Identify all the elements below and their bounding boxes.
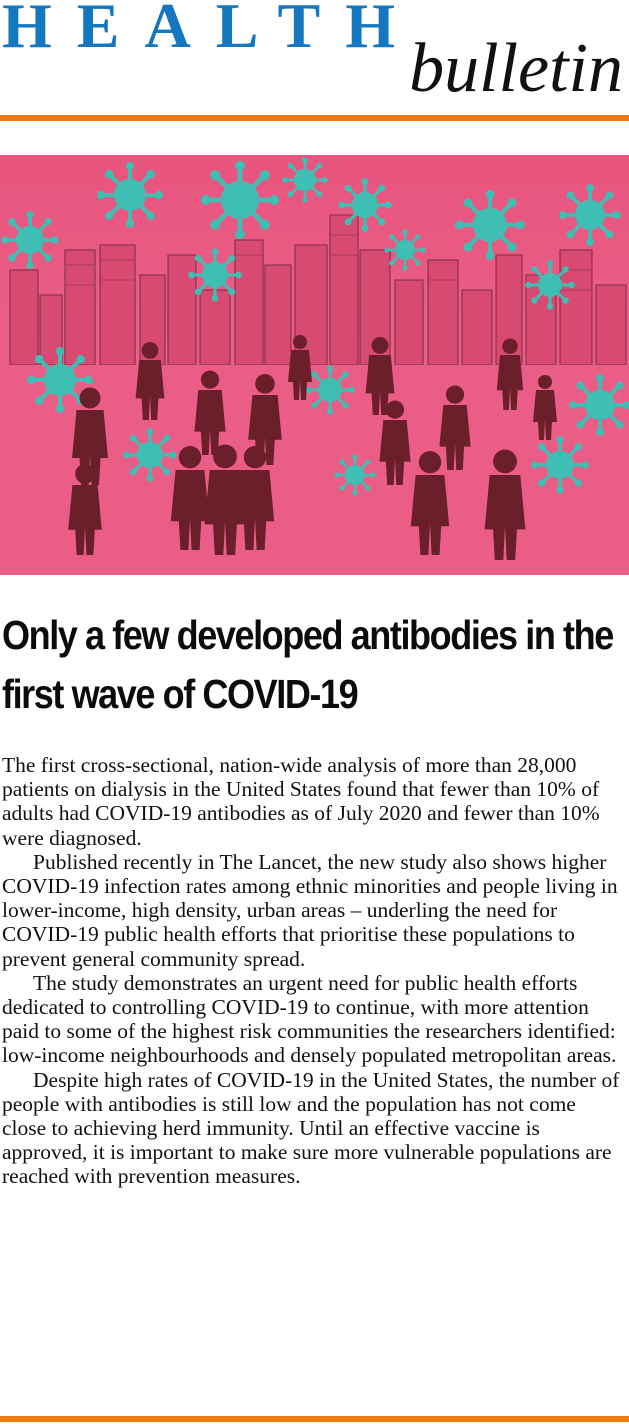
masthead — [0, 0, 629, 124]
article-headline: Only a few developed antibodies in the first wave of COVID-19 — [2, 612, 613, 717]
article-paragraph: The study demonstrates an urgent need for public health efforts dedicated to controlling COVID-19 to continue, with more attention paid to some of the highest risk communities the researchers identified: low-income neighbourhoods and densely populated metropolitan areas. — [2, 970, 617, 1068]
masthead-subtitle: bulletin — [409, 30, 623, 107]
article-body — [2, 753, 624, 1189]
article-paragraph: Published recently in The Lancet, the new study also shows higher COVID-19 infection rates among ethnic minorities and people living in lower-income, high density, urban areas – underling the need for COVID-19 public health efforts that prioritise these populations to prevent general community spread. — [2, 849, 618, 971]
article-paragraph: Despite high rates of COVID-19 in the United States, the number of people with antibodies is still low and the population has not come close to achieving herd immunity. Until an effective vaccine is approved, it is important to make sure more vulnerable populations are reached with prevention measures. — [2, 1067, 620, 1189]
covid-city-illustration — [0, 155, 629, 575]
bottom-rule — [0, 1416, 629, 1422]
masthead-title: HEALTH — [2, 0, 420, 61]
article-paragraph: The first cross-sectional, nation-wide analysis of more than 28,000 patients on dialysis in the United States found that fewer than 10% of adults had COVID-19 antibodies as of July 2020 and fewer than 10% were diagnosed. — [2, 753, 600, 850]
top-rule — [0, 115, 629, 121]
